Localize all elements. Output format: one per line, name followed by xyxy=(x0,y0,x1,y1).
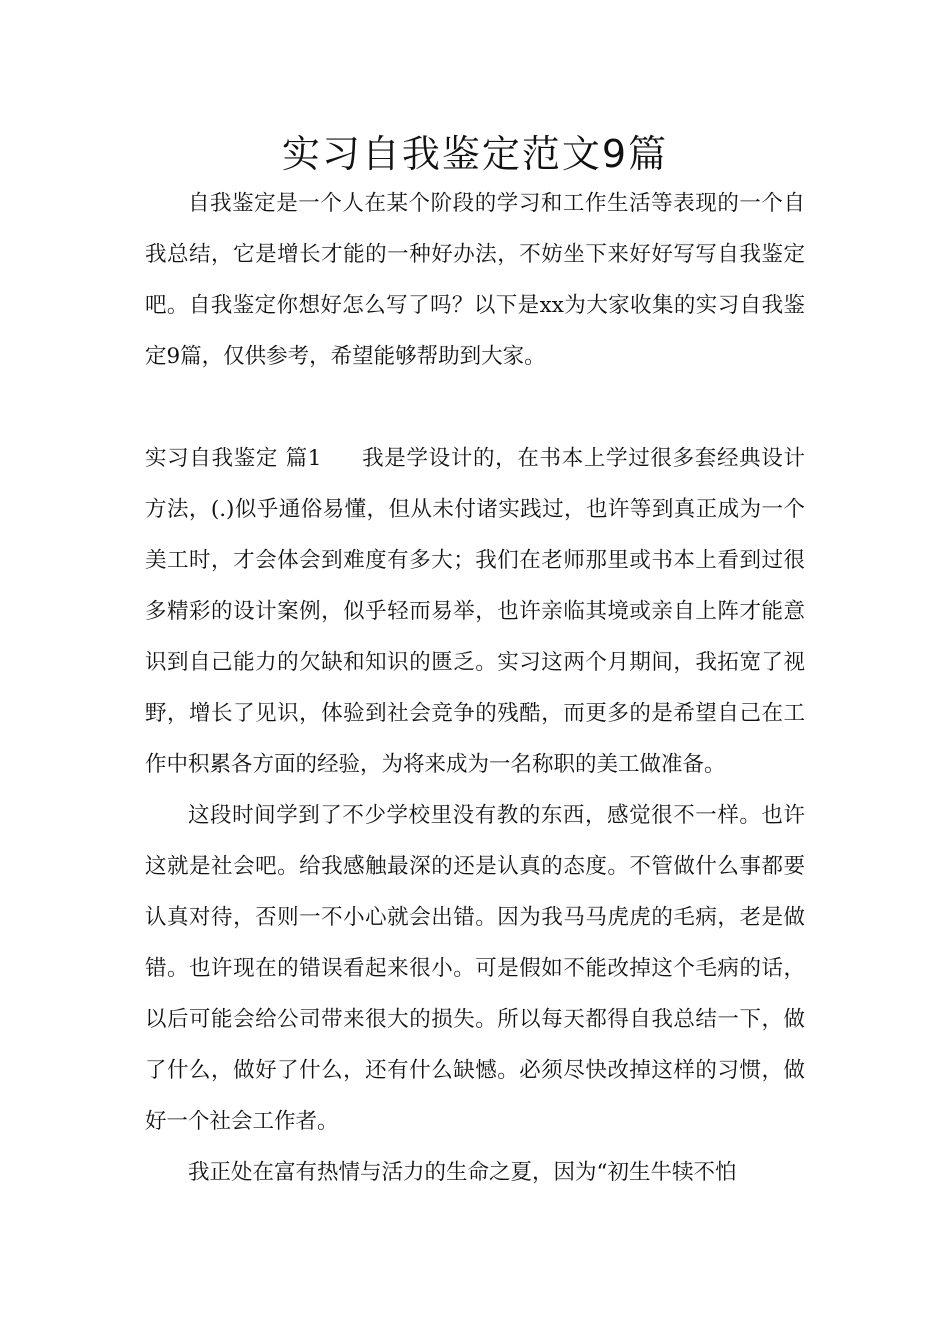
section-1-paragraph-1 xyxy=(145,433,805,790)
intro-paragraph: 自我鉴定是一个人在某个阶段的学习和工作生活等表现的一个自我总结，它是增长才能的一种好办法，不妨坐下来好好写写自我鉴定吧。自我鉴定你想好怎么写了吗？以下是xx为大家收集的实习自我鉴定9篇，仅供参考，希望能够帮助到大家。 xyxy=(145,191,805,369)
document-body xyxy=(145,178,805,1198)
section-1-paragraph-1-text: 我是学设计的，在书本上学过很多套经典设计方法，(.)似乎通俗易懂，但从未付诸实践过，也许等到真正成为一个美工时，才会体会到难度有多大；我们在老师那里或书本上看到过很多精彩的设计案例，似乎轻而易举，也许亲临其境或亲自上阵才能意识到自己能力的欠缺和知识的匮乏。实习这两个月期间，我拓宽了视野，增长了见识，体验到社会竞争的残酷，而更多的是希望自己在工作中积累各方面的经验，为将来成为一名称职的美工做准备。 xyxy=(145,446,805,777)
paragraph-spacer xyxy=(145,382,805,433)
section-1-heading: 实习自我鉴定 篇1 xyxy=(145,446,322,471)
section-1-paragraph-2: 这段时间学到了不少学校里没有教的东西，感觉很不一样。也许这就是社会吧。给我感触最深的还是认真的态度。不管做什么事都要认真对待，否则一不小心就会出错。因为我马马虎虎的毛病，老是做错。也许现在的错误看起来很小。可是假如不能改掉这个毛病的话，以后可能会给公司带来很大的损失。所以每天都得自我总结一下，做了什么，做好了什么，还有什么缺憾。必须尽快改掉这样的习惯，做好一个社会工作者。 xyxy=(145,803,805,1134)
section-1-paragraph-3: 我正处在富有热情与活力的生命之夏，因为“初生牛犊不怕 xyxy=(188,1160,737,1185)
document-title: 实习自我鉴定范文9篇 xyxy=(281,132,669,176)
